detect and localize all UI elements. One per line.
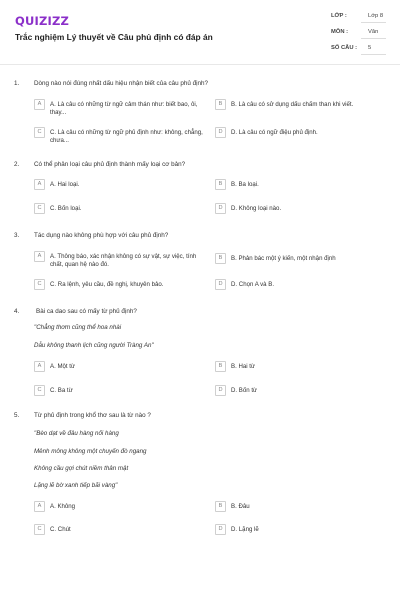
question-text: Có thể phân loại câu phủ định thành mấy loại cơ bản? [34,161,186,168]
option-letter-box: A [34,251,45,262]
option-letter-box: D [215,524,226,535]
question-number: 2. [14,161,20,168]
option-text: B. Đâu [231,503,250,510]
option-text: A. Thông báo, xác nhận không có sự vật, sự việc, tính chất, quan hệ nào đó. [50,253,197,268]
poem-line: Dẫu không thanh lịch cũng người Tràng An" [34,342,154,349]
meta-label-subject: MÔN : [331,29,349,35]
option-text: C. Chút [50,526,71,533]
poem-line: "Chẳng thơm cũng thể hoa nhài [34,324,122,331]
option-letter-box: C [34,127,45,138]
option-text: D. Chọn A và B. [231,281,275,288]
meta-value-subject: Văn [368,29,379,35]
question-number: 5. [14,412,20,419]
option-text: D. Không loại nào. [231,205,282,212]
option-letter-box: D [215,127,226,138]
option-letter-box: B [215,361,226,372]
option-text: D. Bốn từ [231,387,258,394]
header-divider [0,64,400,65]
meta-value-count: 5 [368,45,372,51]
poem-line: "Bèo dạt về đâu hàng nối hàng [34,430,119,437]
option-text: A. Không [50,503,76,510]
worksheet-title: Trắc nghiệm Lý thuyết về Câu phủ định có đáp án [15,32,213,42]
question-text: Dòng nào nói đúng nhất dấu hiệu nhận biết của câu phủ định? [34,80,209,87]
poem-line: Lặng lẽ bờ xanh tiếp bãi vàng" [34,482,118,489]
option-letter-box: C [34,385,45,396]
meta-underline [361,22,386,23]
logo-text: QUIZIZZ [15,14,70,28]
option-text: C. Ba từ [50,387,73,394]
option-letter-box: C [34,203,45,214]
option-letter-box: B [215,99,226,110]
option-text: C. Bốn loại. [50,205,82,212]
option-letter-box: A [34,179,45,190]
option-letter-box: B [215,179,226,190]
option-letter-box: D [215,203,226,214]
option-letter-box: D [215,279,226,290]
meta-underline [361,38,386,39]
meta-row-count [331,45,386,61]
meta-row-subject [331,29,386,45]
option-letter-box: D [215,385,226,396]
meta-value-class: Lớp 8 [368,13,384,19]
meta-info [331,13,386,61]
option-letter-box: A [34,361,45,372]
question-number: 1. [14,80,20,87]
option-text: D. Lặng lẽ [231,526,259,533]
option-text: D. Là câu có ngữ điệu phủ định. [231,129,318,136]
question-text: Từ phủ định trong khổ thơ sau là từ nào ? [34,412,151,419]
option-letter-box: B [215,501,226,512]
option-text: A. Một từ [50,363,76,370]
option-text: B. Là câu có sử dụng dấu chấm than khi viết. [231,101,354,108]
option-text: C. Ra lệnh, yêu cầu, đề nghị, khuyên bảo. [50,281,164,288]
meta-label-count: SỐ CÂU : [331,45,358,51]
question-text: Tác dụng nào không phù hợp với câu phủ định? [34,232,169,239]
option-text: B. Phản bác một ý kiến, một nhận định [231,255,336,262]
option-text: B. Ba loại. [231,181,259,188]
option-text: C. Là câu có những từ ngữ phủ định như: không, chẳng, chưa... [50,129,203,144]
option-letter-box: C [34,524,45,535]
poem-line: Không cầu gợi chút niềm thân mật [34,465,129,472]
question-text: Bài ca dao sau có mấy từ phủ định? [36,308,137,315]
option-letter-box: B [215,253,226,264]
quizizz-logo [15,12,70,28]
question-number: 3. [14,232,20,239]
meta-row-class [331,13,386,29]
option-letter-box: A [34,99,45,110]
meta-label-class: LỚP : [331,13,347,19]
meta-underline [361,54,386,55]
option-text: B. Hai từ [231,363,256,370]
question-number: 4. [14,308,20,315]
option-text: A. Hai loại. [50,181,80,188]
poem-line: Mênh mông không một chuyến đò ngang [34,448,147,455]
option-letter-box: A [34,501,45,512]
option-letter-box: C [34,279,45,290]
option-text: A. Là câu có những từ ngữ cảm thán như: biết bao, ôi, thay... [50,101,198,116]
